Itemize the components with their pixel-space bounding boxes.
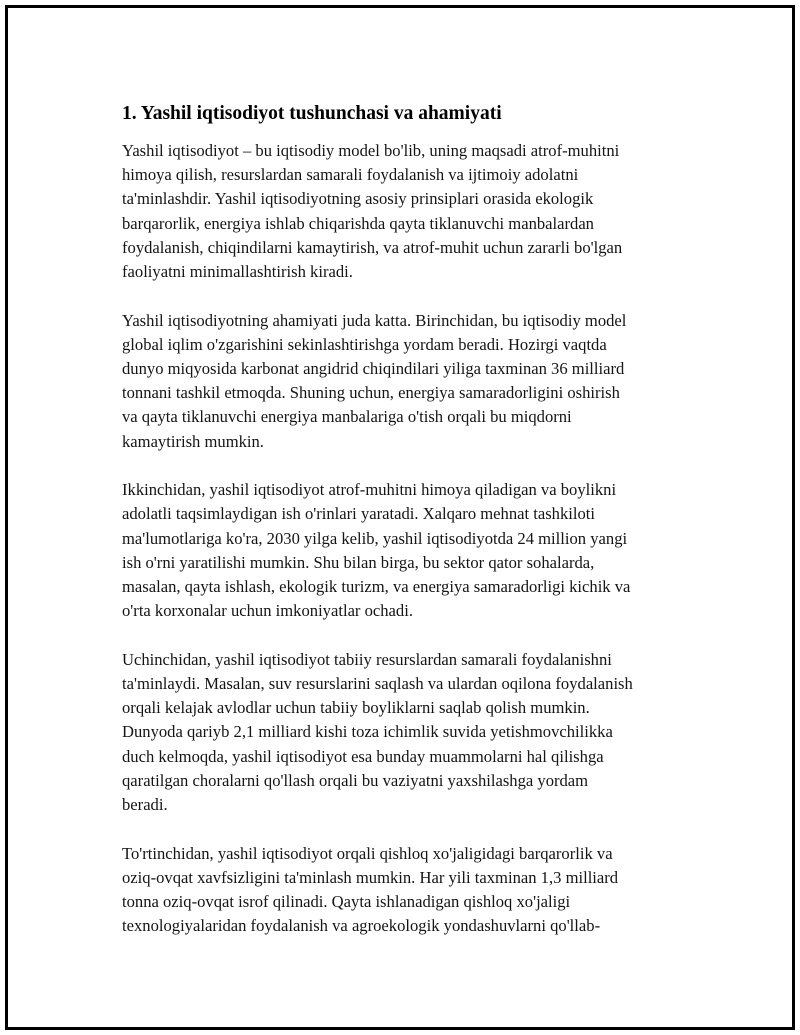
- paragraph-agriculture: To'rtinchidan, yashil iqtisodiyot orqali qishloq xo'jaligidagi barqarorlik va oziq-ovqat xavfsizligini ta'minlash mumkin. Har yili taxminan 1,3 milliard tonna oziq-ovqat isrof qilinadi. Qayta ishlanadigan qishloq xo'jaligi texnologiyalaridan foydalanish va agroekologik yondashuvlarni qo'llab-: [122, 843, 619, 936]
- paragraph-importance: Yashil iqtisodiyotning ahamiyati juda katta. Birinchidan, bu iqtisodiy model global iqlim o'zgarishini sekinlashtirishga yordam beradi. Hozirgi vaqtda dunyo miqyosida karbonat angidrid chiqindilari yiliga taxminan 36 milliard tonnani tashkil etmoqda. Shuning uchun, energiya samaradorligini oshirish va qayta tiklanuvchi energiya manbalariga o'tish orqali bu miqdorni kamaytirish mumkin.: [122, 310, 627, 451]
- page-frame: [5, 5, 795, 1030]
- document-body: [122, 102, 702, 963]
- paragraph-definition: Yashil iqtisodiyot – bu iqtisodiy model bo'lib, uning maqsadi atrof-muhitni himoya qilish, resurslardan samarali foydalanish va ijtimoiy adolatni ta'minlashdir. Yashil iqtisodiyotning asosiy prinsiplari orasida ekologik barqarorlik, energiya ishlab chiqarishda qayta tiklanuvchi manbalardan foydalanish, chiqindilarni kamaytirish, va atrof-muhit uchun zararli bo'lgan faoliyatni minimallashtirish kiradi.: [122, 141, 623, 282]
- paragraph-resources: Uchinchidan, yashil iqtisodiyot tabiiy resurslardan samarali foydalanishni ta'minlaydi. Masalan, suv resurslarini saqlash va ulardan oqilona foydalanish orqali kelajak avlodlar uchun tabiiy boyliklarni saqlab qolish mumkin. Dunyoda qariyb 2,1 milliard kishi toza ichimlik suvida yetishmovchilikka duch kelmoqda, yashil iqtisodiyot esa bunday muammolarni hal qilishga qaratilgan choralarni qo'llash orqali bu vaziyatni yaxshilashga yordam beradi.: [122, 649, 633, 815]
- section-heading: 1. Yashil iqtisodiyot tushunchasi va ahamiyati: [122, 103, 502, 124]
- paragraph-jobs: Ikkinchidan, yashil iqtisodiyot atrof-muhitni himoya qiladigan va boylikni adolatli taqsimlaydigan ish o'rinlari yaratadi. Xalqaro mehnat tashkiloti ma'lumotlariga ko'ra, 2030 yilga kelib, yashil iqtisodiyotda 24 million yangi ish o'rni yaratilishi mumkin. Shu bilan birga, bu sektor qator sohalarda, masalan, qayta ishlash, ekologik turizm, va energiya samaradorligi kichik va o'rta korxonalar uchun imkoniyatlar ochadi.: [122, 480, 631, 621]
